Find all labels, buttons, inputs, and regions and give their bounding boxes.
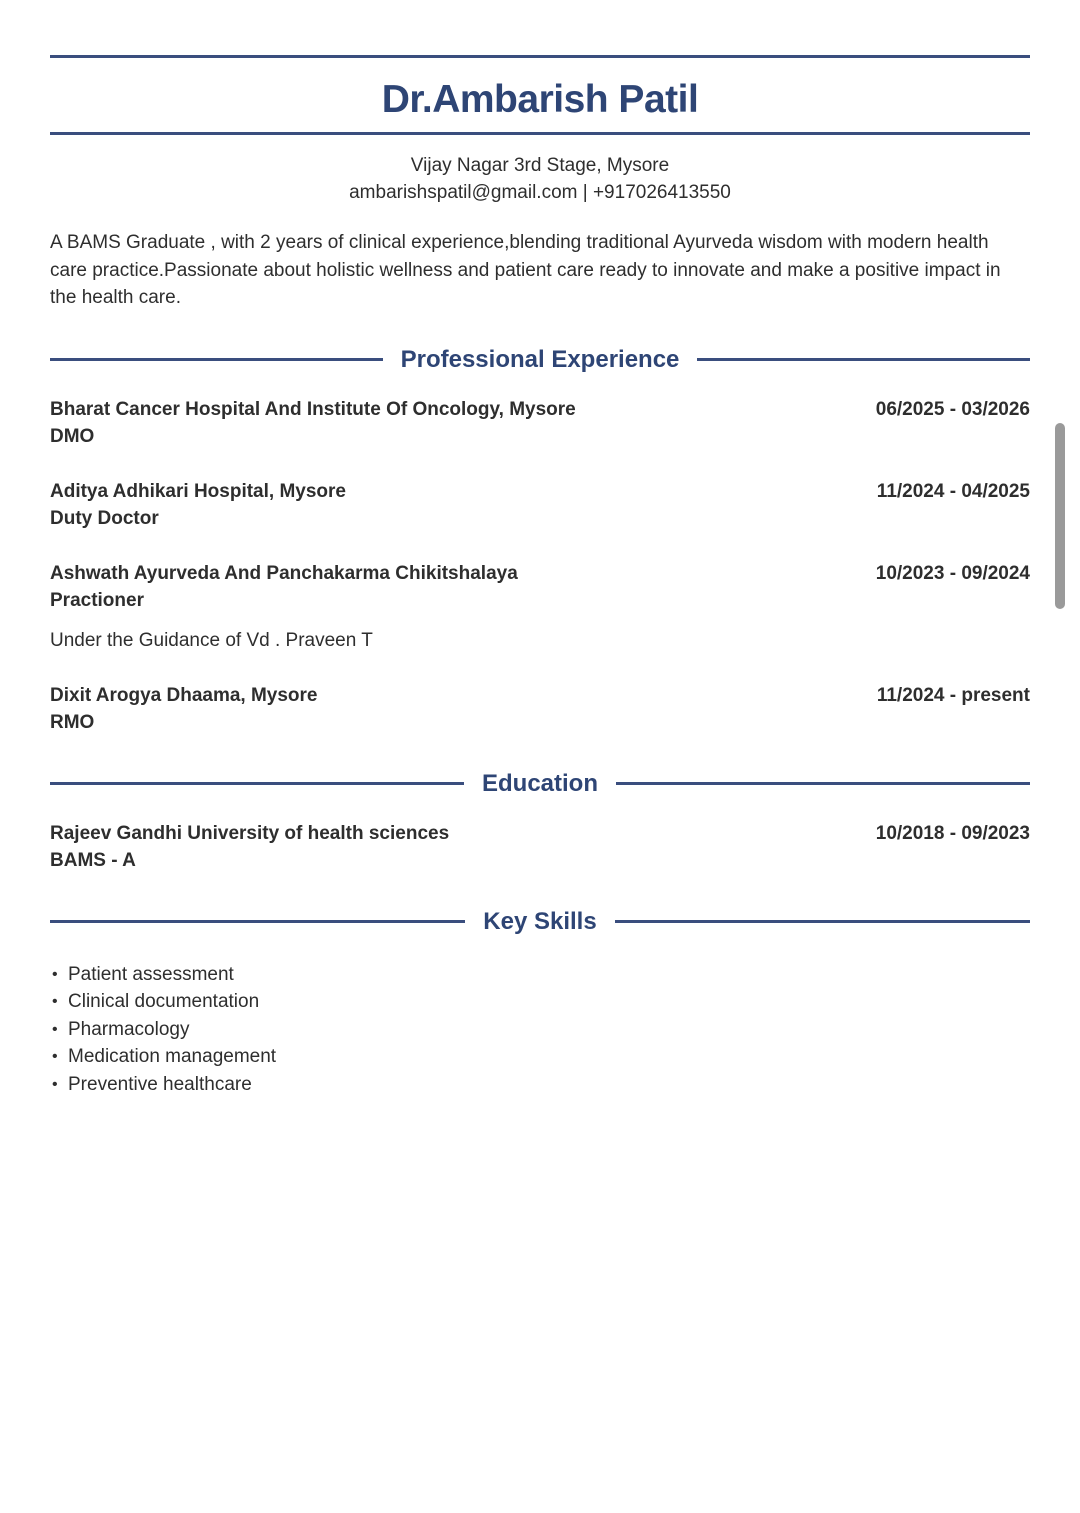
skill-item: • Preventive healthcare — [50, 1071, 1030, 1099]
entry-role: DMO — [50, 425, 95, 447]
entry-name: Rajeev Gandhi University of health sciences — [50, 822, 450, 844]
entry-name: Dixit Arogya Dhaama, Mysore — [50, 684, 318, 706]
section-title-skills: Key Skills — [483, 907, 597, 935]
entry-dates: 10/2023 - 09/2024 — [875, 562, 1030, 584]
experience-entry — [50, 682, 1030, 736]
section-title-education: Education — [482, 769, 599, 797]
divider-line — [615, 920, 1030, 923]
skill-item: • Medication management — [50, 1043, 1030, 1071]
experience-entries — [50, 396, 1030, 736]
entry-role: Duty Doctor — [50, 507, 159, 529]
summary-paragraph: A BAMS Graduate , with 2 years of clinical experience,blending traditional Ayurveda wisdom with modern health care practice.Passionate about holistic wellness and patient care ready to innovate and make a positive impact in the health care. — [50, 232, 1001, 308]
divider-line — [50, 920, 465, 923]
experience-entry — [50, 478, 1030, 532]
entry-header-row — [50, 560, 1030, 587]
experience-entry — [50, 396, 1030, 450]
skill-item: • Pharmacology — [50, 1016, 1030, 1044]
skills-list — [50, 961, 1030, 1099]
entry-role: RMO — [50, 711, 95, 733]
skill-item: • Patient assessment — [50, 961, 1030, 989]
entry-dates: 11/2024 - present — [876, 684, 1030, 706]
entry-header-row — [50, 820, 1030, 847]
entry-header-row — [50, 478, 1030, 505]
experience-entry — [50, 560, 1030, 654]
section-header-experience — [50, 345, 1030, 375]
entry-name: Ashwath Ayurveda And Panchakarma Chikitshalaya — [50, 562, 518, 584]
address-line: Vijay Nagar 3rd Stage, Mysore — [410, 155, 670, 176]
header-bottom-rule — [50, 132, 1030, 135]
entry-dates: 06/2025 - 03/2026 — [875, 398, 1030, 420]
section-header-skills — [50, 907, 1030, 937]
entry-header-row — [50, 682, 1030, 709]
divider-line — [50, 358, 383, 361]
education-entries — [50, 820, 1030, 874]
scrollbar-thumb[interactable] — [1055, 423, 1065, 609]
entry-header-row — [50, 396, 1030, 423]
header-top-rule — [50, 55, 1030, 58]
skill-item: • Clinical documentation — [50, 988, 1030, 1016]
section-header-education — [50, 769, 1030, 799]
resume-page — [50, 0, 1030, 1098]
divider-line — [697, 358, 1030, 361]
divider-line — [616, 782, 1030, 785]
entry-degree: BAMS - A — [50, 849, 136, 871]
entry-description: Under the Guidance of Vd . Praveen T — [50, 629, 373, 651]
entry-dates: 10/2018 - 09/2023 — [875, 822, 1030, 844]
page-title: Dr.Ambarish Patil — [381, 78, 699, 121]
entry-dates: 11/2024 - 04/2025 — [876, 480, 1030, 502]
section-title-experience: Professional Experience — [400, 345, 680, 373]
contact-line: ambarishspatil@gmail.com | +917026413550 — [349, 182, 731, 203]
divider-line — [50, 782, 464, 785]
entry-name: Bharat Cancer Hospital And Institute Of Oncology, Mysore — [50, 398, 576, 420]
education-entry — [50, 820, 1030, 874]
entry-role: Practioner — [50, 589, 144, 611]
entry-name: Aditya Adhikari Hospital, Mysore — [50, 480, 346, 502]
